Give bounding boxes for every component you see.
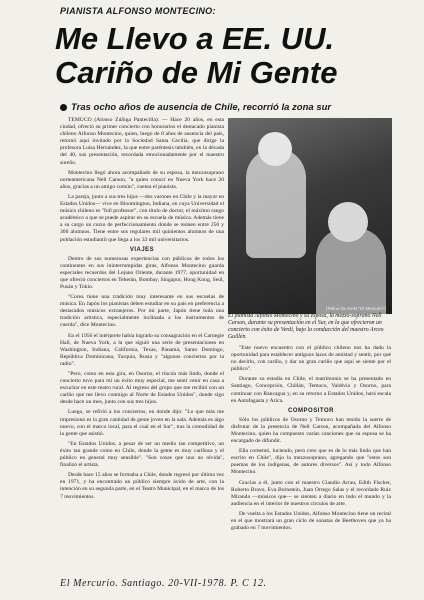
paragraph: Montecino llegó ahora acompañado de su esposa, la mezzosoprano norteamericana Nell Carson, "a quien conocí en Nueva York hace 20 años, gracias a un amigo común", cuenta el pianista. <box>60 169 224 190</box>
paragraph: "Este nuevo encuentro con el público chileno nos ha dado la oportunidad para establecer antiguos lazos de amistad y sentir, por qué no decirlo, con cariño, y dar un gran cariño que aquí se siente por el público". <box>231 345 391 373</box>
column-right <box>231 345 391 535</box>
article-photo <box>228 118 392 314</box>
headline-line-1: Me Llevo a EE. UU. <box>55 21 335 56</box>
paragraph: Ella comentó, luciendo, pero creo que es de lo más lindo que han escrito en Chile", dijo la mezzosoprano, agregando que "estos son poemas de los indígenas, de autores diversos". Así y todo Alfonso Montecino. <box>231 448 391 476</box>
paragraph: De vuelta a los Estados Unidos, Alfonso Montecino tiene un recital en el que mostrará un gran ciclo de sonatas de Beethoven que ya ha grabado en 7 movimientos. <box>231 510 391 532</box>
column-left <box>60 117 224 504</box>
paragraph: TEMUCO (Alonso Zúñiga Pantecilla). — Hace 20 años, en esta ciudad, ofreció su primer concierto con honorarios el destacado pianista chileno Alfonso Montecino, quien, luego de 8 años de ausencia del país, retornó aquí invitado por la Sociedad Santa Cecilia, que dirige la profesora Luisa Hernández, la que entre paréntesis también, en la década del 40, sus presentación, recordada emocionadamente por el maestro sureño. <box>60 117 224 166</box>
bullet-icon <box>60 104 67 111</box>
paragraph: Desde hace 15 años se formaba a Chile, donde regresó por última vez en 1971, y ha encontrado un público siempre ávido de arte, con la intención en su segunda parte, en el Teatro Municipal, en el marco de los 7 movimientos. <box>60 472 224 500</box>
photo-caption: El pianista Alfonso Montecino y su esposa, la mezzo-soprano Nell Carson, durante su presentación en el Sur, en la que ofrecieron un concierto con éxito de Verdi, bajo la conducción del maestro Arceo Guillén. <box>228 313 384 340</box>
paragraph: Dentro de sus numerosas experiencias con públicos de todos los continentes en sus ininterrumpidas giras, Alfonso Montecino guarda especiales recuerdos del Lejano Oriente, durante 1977, oportunidad en que ofreció conciertos en Teherán, Bombay, Singapur, Hong Kong, Seúl, Pusán y Tokio. <box>60 255 224 290</box>
article-kicker: PIANISTA ALFONSO MONTECINO: <box>60 6 216 16</box>
subhead-viajes: VIAJES <box>129 246 155 253</box>
photo-credit: (Tekno-OLAIAN "El Mercurio") <box>325 306 386 311</box>
paragraph: "Pero, como en esta gira, en Osorno, el rincón más lindo, donde el concierto tuvo para mí un éxito muy especial, me sentí venir en casa a escuchar en este teatro rural. Al regreso del grupo que me recibió con un cariño que me llevo conmigo al Norte de Estados Unidos", donde sigo desde hace un mes, junto con sus tres hijos. <box>60 371 224 406</box>
article-deck <box>60 102 380 113</box>
article-headline <box>55 22 395 90</box>
paragraph: En el 1956 el intérprete había logrado su consagración en el Carnegie Hall, de Nueva York, a la que siguió una serie de presentaciones en Washington, Indiana, California, Texas, Panamá, Santo Domingo, República Dominicana, Turquía, Rusia y "algunos conciertos por la radio". <box>60 332 224 367</box>
photo-figure-man-head <box>328 202 368 242</box>
paragraph: Luego, se refirió a los conciertos, en donde dijo: "Lo que más me impresionó es la gran cantidad de gente joven en la sala. Además es algo nuevo, con el marco local, para el cual en el Sur", tras la comodidad de la gente que asistió. <box>60 409 224 437</box>
subhead-compositor: COMPOSITOR <box>288 407 334 414</box>
handwritten-source-note: El Mercurio. Santiago. 20-VII-1978. P. C 12. <box>60 578 267 589</box>
paragraph: "En Estados Unidos, a pesar de ser un medio tan competitivo, un éxito tan grande como en Chile, donde la gente es muy cariñosa y el público en general muy sensible". "Son cosas que uno no olvida", finalizó el artista. <box>60 440 224 469</box>
paragraph: "Corea tiene una tradición muy interesante en sus escuelas de música. En Japón los pianistas deben estudiar en su país en preferencia a destacados músicos extranjeros. Por mi parte, Japón tiene toda una tradición artística, especialmente inclinada a los instrumentos de cuerda", dice Montecino. <box>60 294 224 329</box>
deck-text: Tras ocho años de ausencia de Chile, recorrió la zona sur <box>71 102 332 113</box>
paragraph: Gracias a él, junto con el maestro Claudio Arrau, Edith Fischer, Roberto Bravo, Eva Bornstein, Juan Orrego Salas y el recordado Ruiz Miranda —músicos que— se sienten a diario en todo el mundo y la audiencia en el interior de nuestros círculos de arte. <box>231 479 391 507</box>
photo-figure-woman-head <box>258 132 292 166</box>
paragraph: Sólo los públicos de Osorno y Temuco han tenido la suerte de disfrutar de la presencia de Nell Carson, acompañada del Alfonso Montecino, quien ha compuesto varias canciones que su esposa se ha encargado de difundir. <box>231 416 391 445</box>
paragraph: Durante su estadía en Chile, el matrimonio se ha presentado en Santiago, Concepción, Chillán, Temuco, Valdivia y Osorno, para continuar con Rancagua y, en su retorno a Estados Unidos, hará escala en Antofagasta y Arica. <box>231 376 391 404</box>
paragraph: La pareja, junto a sus tres hijos —dos varones en Chile y la mayor en Estados Unidos— vive en Bloomington, Indiana, en cuya Universidad el músico chileno es "full professor", con título de doctor, el máximo rango académico a que se puede aspirar en su escuela de música. Además tiene a su cargo un curso de perfeccionamiento donde se reúnen entre 250 y 300 alumnos. Tiene entre sus regulares mil quinientos alumnos de una población estudiantil que llega a los 33 mil universitarios. <box>60 193 224 243</box>
headline-line-2: Cariño de Mi Gente <box>55 55 338 90</box>
